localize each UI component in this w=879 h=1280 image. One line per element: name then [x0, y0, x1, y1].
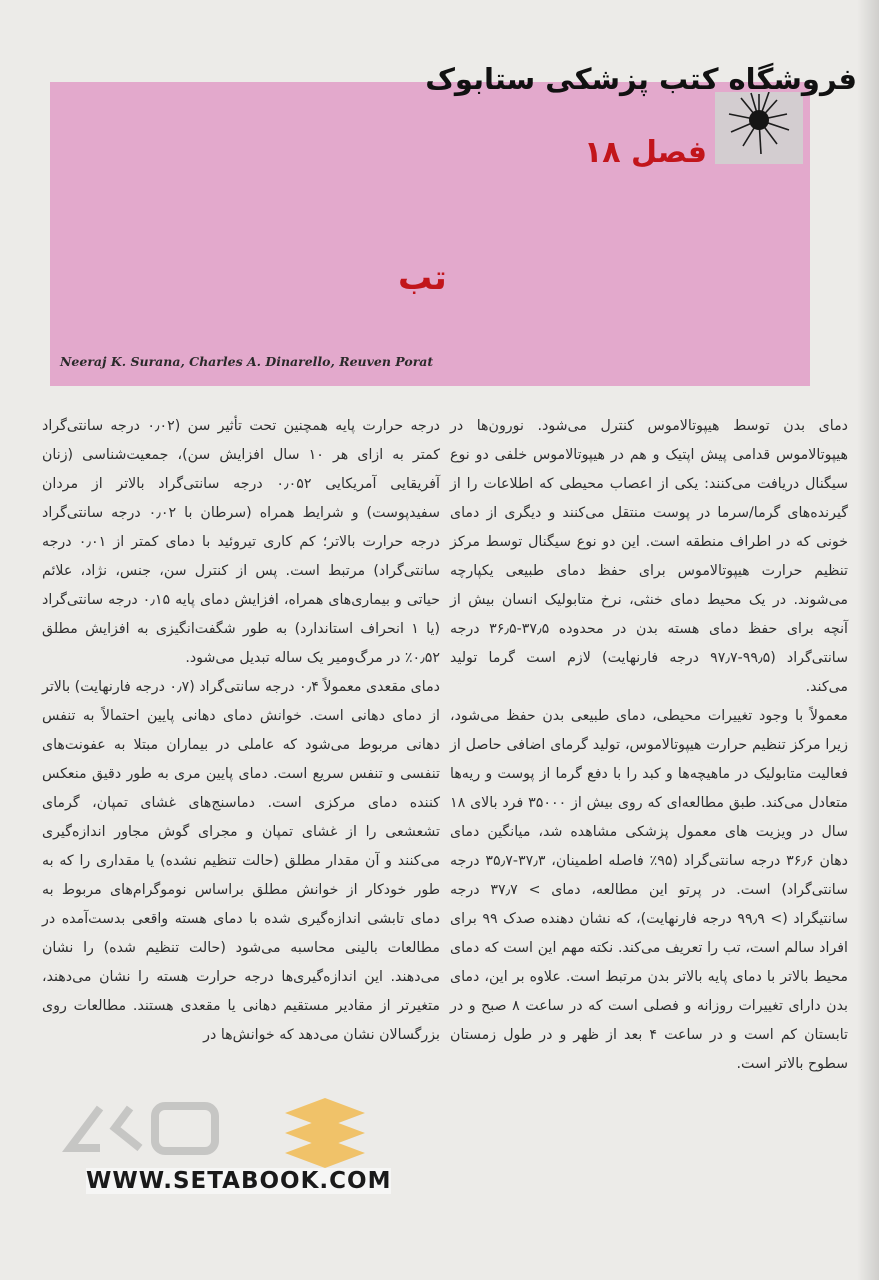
chapter-emblem-icon [715, 92, 803, 164]
chapter-banner [50, 82, 810, 386]
chapter-title: تب [398, 258, 447, 298]
paragraph: دمای مقعدی معمولاً ۰٫۴ درجه سانتی‌گراد (۰٫۷ درجه فارنهایت) بالاتر از دمای دهانی است. خوانش دمای دهانی پایین احتمالاً به تنفس دهانی مربوط می‌شود که عاملی در بیماران مبتلا به عفونت‌های تنفسی و تنفس سریع است. دمای پایین مری به طور دقیق منعکس کننده دمای مرکزی است. دماسنج‌های غشای تمپان، گرمای تشعشعی را از غشای تمپان و مجرای گوش مجاور اندازه‌گیری می‌کنند و آن مقدار مطلق (حالت تنظیم نشده) یا مقداری را که به طور خودکار از خوانش مطلق براساس نوموگرام‌های مربوط به دمای تابشی اندازه‌گیری شده با دمای هسته واقعی بدست‌آمده در مطالعات بالینی محاسبه می‌شود (حالت تنظیم شده) را نشان می‌دهند. این اندازه‌گیری‌ها درجه حرارت هسته را نشان می‌دهند، متغیرتر از مقادیر مستقیم دهانی یا مقعدی هستند. مطالعات روی بزرگسالان نشان می‌دهد که خوانش‌ها در [42, 679, 440, 1043]
store-title: فروشگاه کتب پزشکی ستابوک [425, 62, 857, 96]
paragraph: دمای بدن توسط هیپوتالاموس کنترل می‌شود. نورون‌ها در هیپوتالاموس قدامی پیش اپتیک و هم در هیپوتالاموس خلفی دو نوع سیگنال دریافت می‌کنند: یکی از اعصاب محیطی که اطلاعات را از گیرنده‌های گرما/سرما در پوست منتقل می‌کنند و دیگری از دمای خونی که در اطراف منطقه است. این دو نوع سیگنال توسط مرکز تنظیم حرارت هیپوتالاموس برای حفظ دمای طبیعی یکپارچه می‌شوند. در یک محیط دمای خنثی، نرخ متابولیک انسان بیش از آنچه برای حفظ دمای هسته بدن در محدوده ۳۷٫۵-۳۶٫۵ درجه سانتی‌گراد (۹۹٫۵-۹۷٫۷ درجه فارنهایت) لازم است گرما تولید می‌کند. [450, 418, 849, 695]
paragraph: معمولاً با وجود تغییرات محیطی، دمای طبیعی بدن حفظ می‌شود، زیرا مرکز تنظیم حرارت هیپوتالاموس، تولید گرمای اضافی حاصل از فعالیت متابولیک در ماهیچه‌ها و کبد را با دفع گرما از پوست و ریه‌ها متعادل می‌کند. طبق مطالعه‌ای که روی بیش از ۳۵۰۰۰ فرد بالای ۱۸ سال در ویزیت های معمول پزشکی مشاهده شد، میانگین دمای دهان ۳۶٫۶ درجه سانتی‌گراد (۹۵٪ فاصله اطمینان، ۳۷٫۳-۳۵٫۷ درجه سانتی‌گراد) است. در پرتو این مطالعه، دمای > ۳۷٫۷ درجه سانتیگراد (> ۹۹٫۹ درجه فارنهایت)، که نشان دهنده صدک ۹۹ برای افراد سالم است، تب را تعریف می‌کند. نکته مهم این است که دمای محیط بالاتر با دمای پایه بالاتر بدن مرتبط است. علاوه بر این، دمای بدن دارای تغییرات روزانه و فصلی است که در ساعت ۸ صبح و در تابستان کم است و در ساعت ۴ بعد از ظهر و در طول زمستان سطوح بالاتر است. [450, 708, 848, 1072]
chapter-authors: Neeraj K. Surana, Charles A. Dinarello, Reuven Porat [60, 354, 434, 369]
chapter-number: فصل ۱۸ [583, 135, 707, 170]
paragraph: درجه حرارت پایه همچنین تحت تأثیر سن (۰٫۰۲ درجه سانتی‌گراد کمتر به ازای هر ۱۰ سال افزایش سن)، جمعیت‌شناسی (زنان آفریقایی آمریکایی ۰٫۰۵۲ درجه سانتی‌گراد بالاتر از مردان سفیدپوست) و شرایط همراه (سرطان با ۰٫۰۲ درجه سانتی‌گراد درجه حرارت بالاتر؛ کم کاری تیروئید با دمای کمتر از ۰٫۰۱ درجه سانتی‌گراد) مرتبط است. پس از کنترل سن، جنس، نژاد، علائم حیاتی و بیماری‌های همراه، افزایش دمای پایه ۰٫۱۵ درجه سانتی‌گراد (یا ۱ انحراف استاندارد) به طور شگفت‌انگیزی به افزایش مطلق ۰٫۵۲٪ در مرگ‌ومیر یک ساله تبدیل می‌شود. [42, 418, 440, 666]
page-edge-shadow [857, 0, 879, 1280]
left-text-column [42, 412, 440, 1050]
watermark-url: WWW.SETABOOK.COM [86, 1168, 392, 1194]
right-text-column [450, 412, 848, 1079]
